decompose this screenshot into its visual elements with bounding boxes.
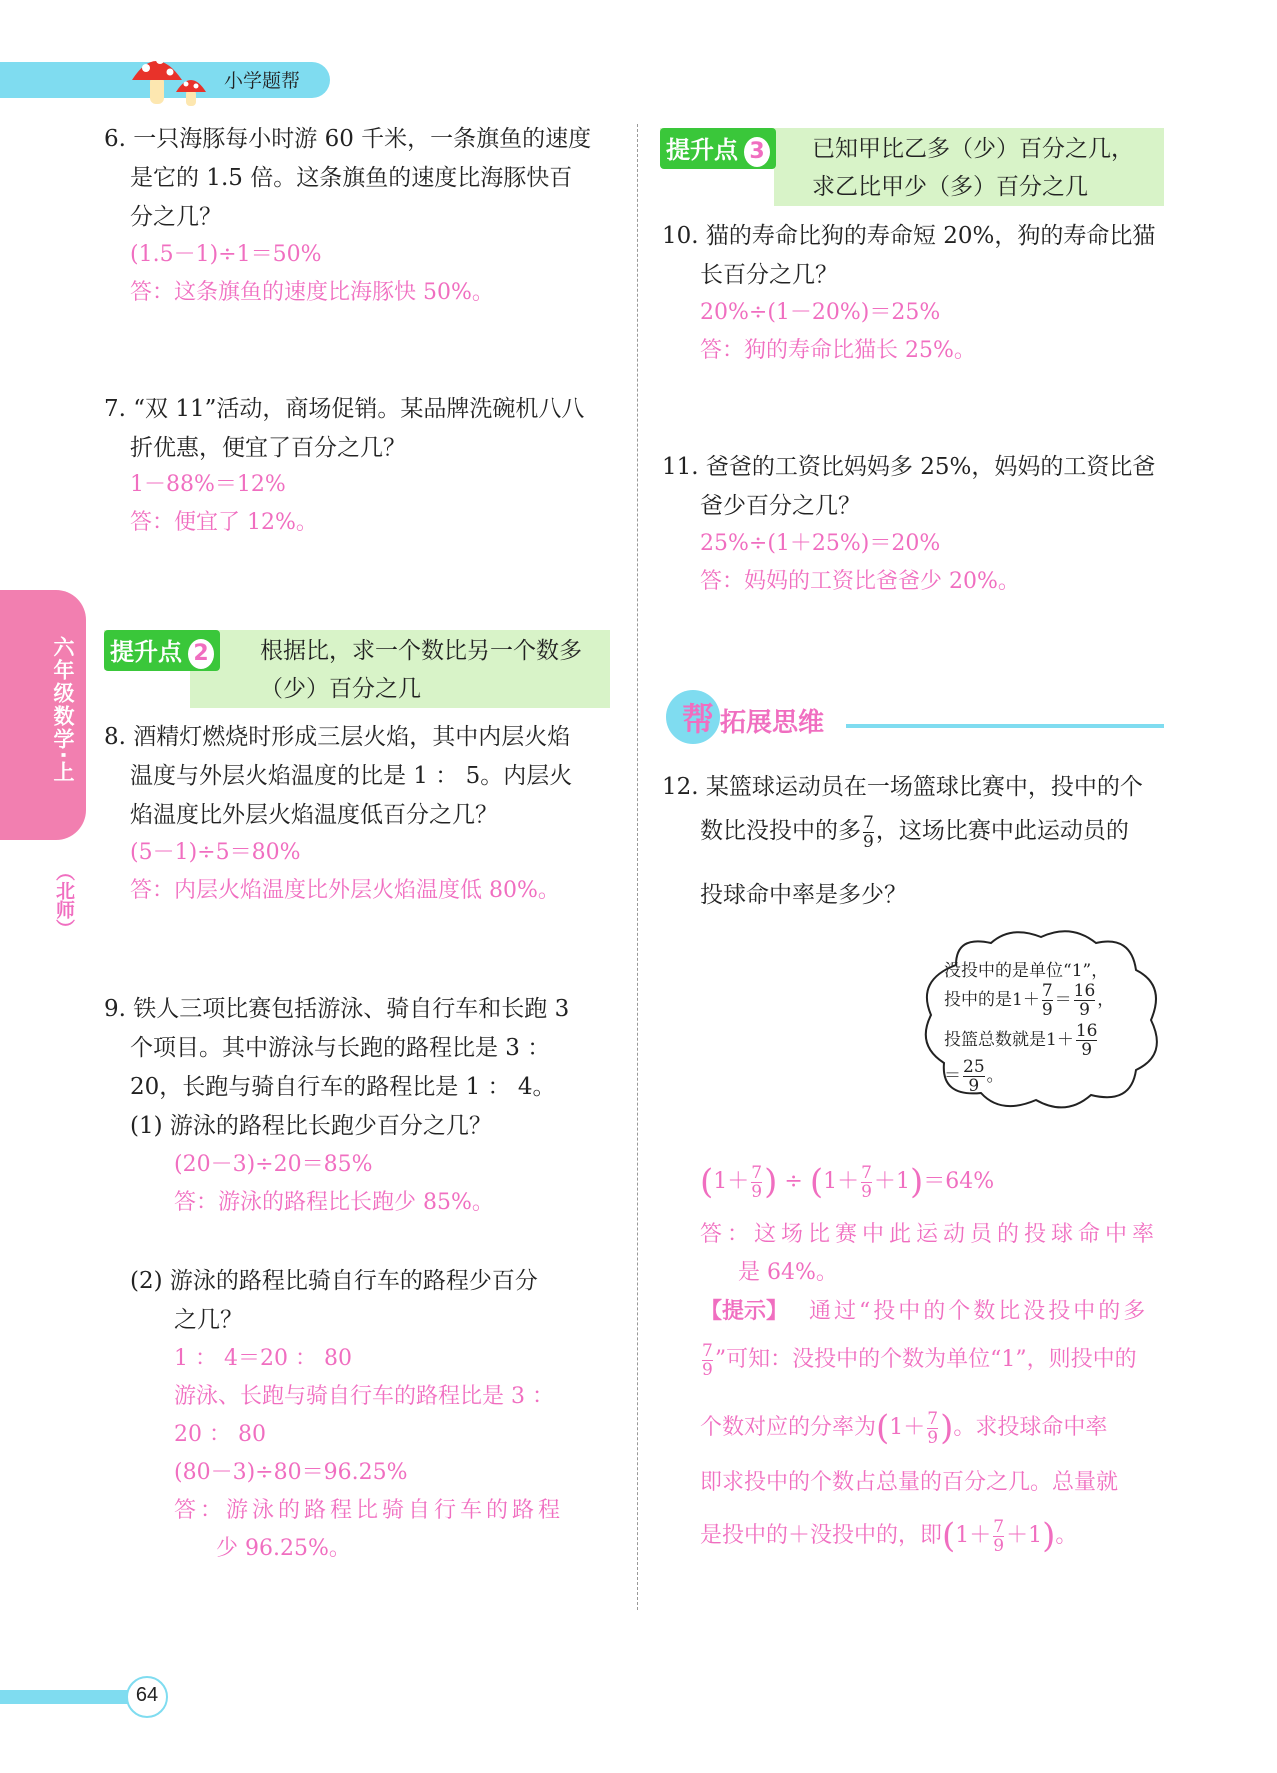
q7-line1: 7. “双 11”活动，商场促销。某品牌洗碗机八八 bbox=[104, 396, 585, 422]
q9-line1: 9. 铁人三项比赛包括游泳、骑自行车和长跑 3 bbox=[104, 996, 570, 1022]
header-title: 小学题帮 bbox=[224, 70, 301, 92]
tip2-tag-label: 提升点 bbox=[110, 638, 182, 666]
cloud-line4: ＝ $\frac{25}{9}$ 。 bbox=[944, 1057, 1004, 1096]
q12-line2 bbox=[700, 812, 1129, 851]
q8-answer-calc: (5－1)÷5＝80% bbox=[130, 840, 301, 865]
q8-line1: 8. 酒精灯燃烧时形成三层火焰，其中内层火焰 bbox=[104, 724, 571, 750]
q9-sub2-answer-2: 游泳、长跑与骑自行车的路程比是 3 ： bbox=[174, 1384, 554, 1409]
q12-hint-line5: 是投中的＋没投中的，即(1＋ $\frac{7}{9}$ ＋1)。 bbox=[700, 1516, 1078, 1556]
q11-line1: 11. 爸爸的工资比妈妈多 25%，妈妈的工资比爸 bbox=[662, 454, 1156, 480]
q9-sub2-answer-3: 20 ： 80 bbox=[174, 1422, 266, 1447]
tip3-tag-label: 提升点 bbox=[666, 136, 738, 164]
q11-answer-text: 答：妈妈的工资比爸爸少 20%。 bbox=[700, 569, 1020, 594]
q12-answer-text-1: 答：这场比赛中此运动员的投球命中率 bbox=[700, 1222, 1160, 1247]
q9-sub2-answer-6: 少 96.25%。 bbox=[216, 1536, 351, 1561]
sidebar-edition: （北师） bbox=[53, 862, 75, 938]
q10-answer-calc: 20%÷(1－20%)＝25% bbox=[700, 300, 941, 325]
q9-sub2-answer-4: (80－3)÷80＝96.25% bbox=[174, 1460, 408, 1485]
q9-sub1-answer-text: 答：游泳的路程比长跑少 85%。 bbox=[174, 1190, 494, 1215]
section-badge-text: 帮 bbox=[682, 700, 715, 738]
q7-line2: 折优惠，便宜了百分之几？ bbox=[130, 435, 406, 461]
tip2-tag bbox=[104, 630, 220, 671]
q6-answer-text: 答：这条旗鱼的速度比海豚快 50%。 bbox=[130, 280, 494, 305]
cloud-line3: 投篮总数就是1＋ $\frac{16}{9}$ bbox=[944, 1021, 1098, 1060]
q6-line2: 是它的 1.5 倍。这条旗鱼的速度比海豚快百 bbox=[130, 165, 573, 191]
sidebar-grade: 六年级数学·上 bbox=[51, 636, 75, 784]
q9-sub2-answer-1: 1 ： 4＝20 ： 80 bbox=[174, 1346, 352, 1371]
q9-sub2-line1: (2) 游泳的路程比骑自行车的路程少百分 bbox=[130, 1268, 538, 1294]
q9-sub1-answer-calc: (20－3)÷20＝85% bbox=[174, 1152, 373, 1177]
section-title: 拓展思维 bbox=[720, 708, 825, 738]
tip3-line2: 求乙比甲少（多）百分之几 bbox=[812, 174, 1088, 200]
q7-answer-text: 答：便宜了 12%。 bbox=[130, 510, 318, 535]
cloud-line2: 投中的是1＋ $\frac{7}{9}$ ＝ $\frac{16}{9}$ ， bbox=[944, 981, 1115, 1020]
page-number: 64 bbox=[135, 1684, 159, 1706]
section-rule bbox=[846, 724, 1164, 728]
q12-line2-a: 数比没投中的多 bbox=[700, 818, 861, 844]
tip3-number: 3 bbox=[744, 137, 770, 167]
q12-line1: 12. 某篮球运动员在一场篮球比赛中，投中的个 bbox=[662, 774, 1143, 800]
q12-fraction: $\frac{7}{9}$ bbox=[863, 812, 874, 852]
q12-hint-line1: 【提示】 通过“投中的个数比没投中的多 bbox=[700, 1298, 1149, 1324]
q9-line3: 20，长跑与骑自行车的路程比是 1 ： 4。 bbox=[130, 1074, 556, 1100]
q8-line2: 温度与外层火焰温度的比是 1 ： 5。内层火 bbox=[130, 763, 573, 789]
q12-line2-b: ，这场比赛中此运动员的 bbox=[875, 818, 1129, 844]
tip2-line1: 根据比，求一个数比另一个数多 bbox=[260, 638, 582, 664]
q11-answer-calc: 25%÷(1＋25%)＝20% bbox=[700, 531, 941, 556]
q8-answer-text: 答：内层火焰温度比外层火焰温度低 80%。 bbox=[130, 878, 560, 903]
hint-tag: 【提示】 bbox=[700, 1298, 789, 1324]
tip2-line2: （少）百分之几 bbox=[260, 676, 421, 702]
q12-answer-text-2: 是 64%。 bbox=[738, 1260, 838, 1285]
tip3-tag bbox=[660, 128, 776, 169]
q10-line2: 长百分之几？ bbox=[700, 262, 838, 288]
cloud-line1: 没投中的是单位“1”， bbox=[944, 961, 1109, 981]
q6-line3: 分之几？ bbox=[130, 204, 222, 230]
q12-answer-calc: (1＋ $\frac{7}{9}$ ) ÷ (1＋ $\frac{7}{9}$ ＋1)＝64% bbox=[700, 1162, 995, 1202]
q6-line1: 6. 一只海豚每小时游 60 千米，一条旗鱼的速度 bbox=[104, 126, 592, 152]
q10-line1: 10. 猫的寿命比狗的寿命短 20%，狗的寿命比猫 bbox=[662, 223, 1156, 249]
q12-hint-line4: 即求投中的个数占总量的百分之几。总量就 bbox=[700, 1470, 1119, 1495]
q12-hint-line3: 个数对应的分率为(1＋ $\frac{7}{9}$ )。求投球命中率 bbox=[700, 1408, 1108, 1448]
q9-sub1: (1) 游泳的路程比长跑少百分之几？ bbox=[130, 1113, 492, 1139]
q8-line3: 焰温度比外层火焰温度低百分之几？ bbox=[130, 802, 498, 828]
q10-answer-text: 答：狗的寿命比猫长 25%。 bbox=[700, 338, 976, 363]
q9-line2: 个项目。其中游泳与长跑的路程比是 3 ： bbox=[130, 1035, 551, 1061]
q9-sub2-line2: 之几？ bbox=[174, 1307, 243, 1333]
column-divider bbox=[637, 124, 638, 1610]
tip3-line1: 已知甲比乙多（少）百分之几， bbox=[812, 136, 1134, 162]
q7-answer-calc: 1－88%＝12% bbox=[130, 472, 286, 497]
q6-answer-calc: (1.5－1)÷1＝50% bbox=[130, 242, 322, 267]
q9-sub2-answer-5: 答：游泳的路程比骑自行车的路程 bbox=[174, 1498, 565, 1523]
mushroom-logo bbox=[128, 46, 214, 112]
tip2-number: 2 bbox=[188, 639, 214, 669]
q11-line2: 爸少百分之几？ bbox=[700, 493, 861, 519]
footer-band bbox=[0, 1690, 140, 1704]
q12-line3: 投球命中率是多少？ bbox=[700, 882, 907, 908]
q12-hint-line2: $\frac{7}{9}$ ”可知：没投中的个数为单位“1”，则投中的 bbox=[702, 1340, 1137, 1380]
